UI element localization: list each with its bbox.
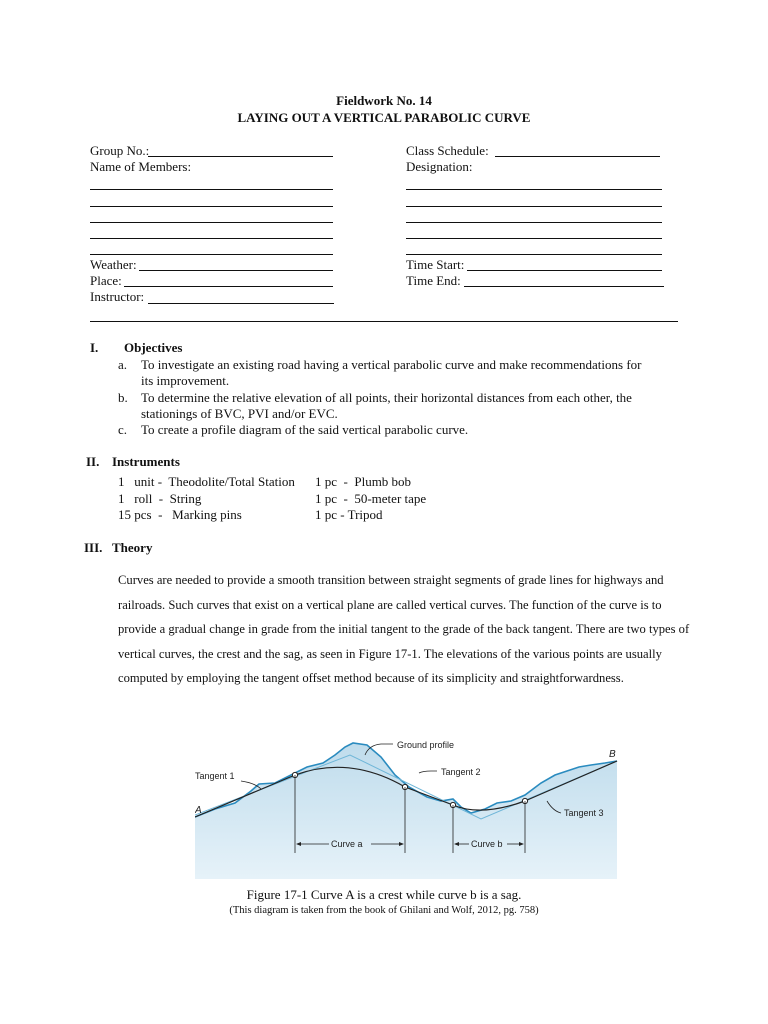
- weather-line: [139, 270, 333, 271]
- point-a-label: A: [195, 805, 202, 816]
- designation-line: [406, 222, 662, 223]
- page-title: LAYING OUT A VERTICAL PARABOLIC CURVE: [237, 110, 531, 125]
- fieldwork-number: Fieldwork No. 14: [336, 93, 432, 108]
- member-line: [90, 222, 333, 223]
- objective-letter: c.: [118, 422, 128, 437]
- objective-text: stationings of BVC, PVI and/or EVC.: [141, 406, 338, 421]
- tangent2-label: Tangent 2: [441, 767, 481, 777]
- place-label: Place:: [90, 273, 122, 288]
- member-line: [90, 238, 333, 239]
- instrument-item: 1 pc - 50-meter tape: [315, 491, 427, 506]
- group-no-line: [148, 156, 333, 157]
- time-end-label: Time End:: [406, 273, 461, 288]
- designation-label: Designation:: [406, 159, 473, 174]
- time-end-line: [464, 286, 664, 287]
- time-start-label: Time Start:: [406, 257, 465, 272]
- group-no-label: Group No.:: [90, 143, 150, 158]
- objective-text: To investigate an existing road having a vertical parabolic curve and make recommendations for: [141, 357, 642, 372]
- name-of-members-label: Name of Members:: [90, 159, 192, 174]
- designation-line: [406, 254, 662, 255]
- point-b-label: B: [609, 749, 616, 760]
- curve-a-label: Curve a: [331, 839, 363, 849]
- place-line: [124, 286, 333, 287]
- section-divider: [90, 321, 678, 322]
- designation-line: [406, 206, 662, 207]
- instructor-label: Instructor:: [90, 289, 145, 304]
- objectives-number: I.: [90, 340, 99, 355]
- instrument-item: 1 pc - Tripod: [315, 507, 383, 522]
- objective-letter: a.: [118, 357, 128, 372]
- time-start-line: [467, 270, 662, 271]
- member-line: [90, 189, 333, 190]
- theory-paragraph: Curves are needed to provide a smooth transition between straight segments of grade lines for highways and railroads. Such curves that exist on a vertical plane are called vertical curves. The function of the curve is to provide a gradual change in grade from the initial tangent to the grade of the back tangent. There are two types of vertical curves, the crest and the sag, as seen in Figure 17-1. The elevations of the various points are usually computed by employing the tangent offset method because of its simplicity and straightforwardness.: [118, 573, 690, 686]
- objectives-heading: Objectives: [124, 340, 183, 355]
- instructor-line: [148, 303, 334, 304]
- instruments-number: II.: [86, 454, 100, 469]
- objective-text: its improvement.: [141, 373, 230, 388]
- vertical-curve-figure: [195, 735, 619, 879]
- designation-line: [406, 238, 662, 239]
- instrument-item: 1 roll - String: [118, 491, 202, 506]
- weather-label: Weather:: [90, 257, 137, 272]
- ground-area: [195, 743, 617, 879]
- figure-caption: Figure 17-1 Curve A is a crest while curve b is a sag.: [246, 887, 522, 902]
- instrument-item: 15 pcs - Marking pins: [118, 507, 242, 522]
- theory-number: III.: [84, 540, 103, 555]
- member-line: [90, 206, 333, 207]
- objective-letter: b.: [118, 390, 128, 405]
- class-schedule-label: Class Schedule:: [406, 143, 489, 158]
- tangent3-label: Tangent 3: [564, 808, 604, 818]
- class-schedule-line: [495, 156, 660, 157]
- objective-text: To create a profile diagram of the said vertical parabolic curve.: [141, 422, 469, 437]
- tangent1-label: Tangent 1: [195, 771, 235, 781]
- ground-profile-label: Ground profile: [397, 740, 455, 750]
- vertical-curve-diagram: [195, 735, 619, 879]
- member-line: [90, 254, 333, 255]
- instrument-item: 1 pc - Plumb bob: [315, 474, 412, 489]
- designation-line: [406, 189, 662, 190]
- tangent2-leader: [419, 771, 437, 773]
- curve-b-label: Curve b: [471, 839, 503, 849]
- instrument-item: 1 unit - Theodolite/Total Station: [118, 474, 295, 489]
- objective-text: To determine the relative elevation of all points, their horizontal distances from each other, the: [141, 390, 632, 405]
- figure-source: (This diagram is taken from the book of Ghilani and Wolf, 2012, pg. 758): [229, 905, 539, 916]
- theory-heading: Theory: [112, 540, 153, 555]
- instruments-heading: Instruments: [112, 454, 180, 469]
